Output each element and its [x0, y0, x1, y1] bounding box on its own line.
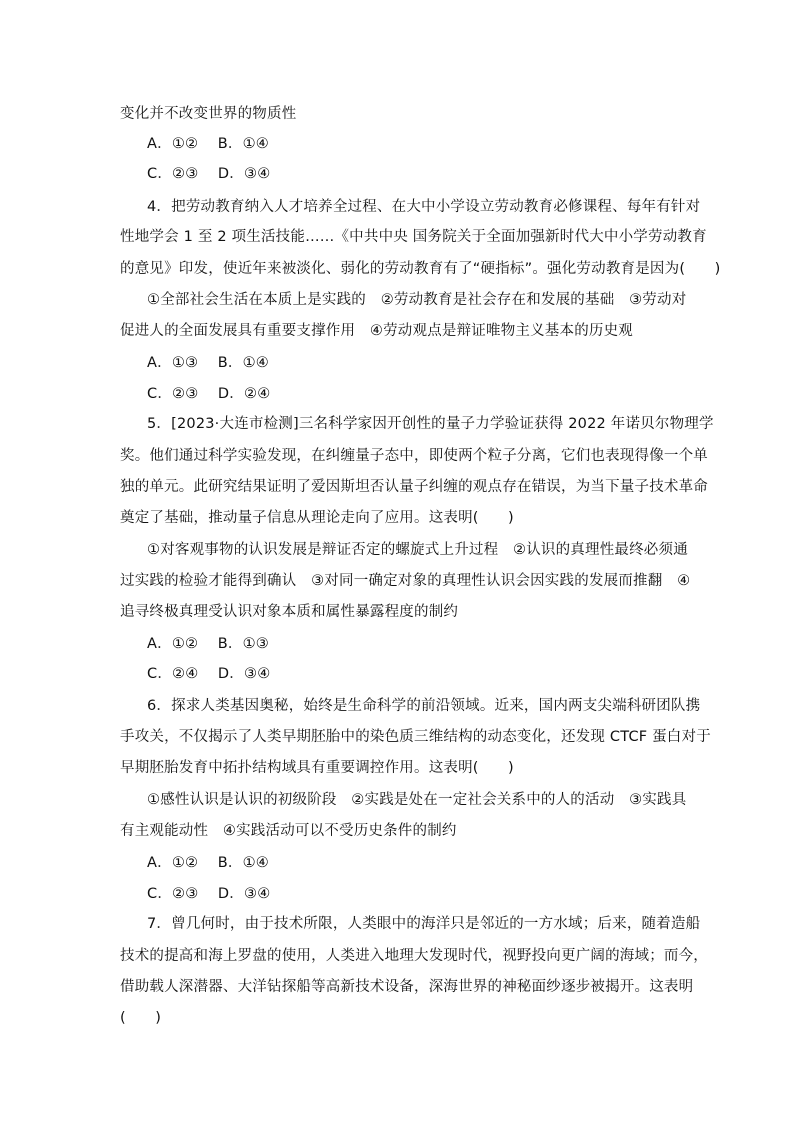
answer-options: C．②④ D．③④ [147, 666, 271, 682]
question-5-statements: ①对客观事物的认识发展是辩证否定的螺旋式上升过程 ②认识的真理性最终必须通 [147, 542, 688, 558]
question-7-text: 借助载人深潜器、大洋钻探船等高新技术设备，深海世界的神秘面纱逐步被揭开。这表明 [120, 979, 694, 995]
answer-options: A．①② B．①④ [147, 855, 269, 871]
question-4-statements: ①全部社会生活在本质上是实践的 ②劳动教育是社会存在和发展的基础 ③劳动对 [147, 292, 687, 308]
question-5-statements: 过实践的检验才能得到确认 ③对同一确定对象的真理性认识会因实践的发展而推翻 ④ [120, 573, 691, 589]
answer-options: C．②③ D．③④ [147, 166, 271, 182]
question-4-statements: 促进人的全面发展具有重要支撑作用 ④劳动观点是辩证唯物主义基本的历史观 [120, 323, 633, 339]
question-4-text: 性地学会 1 至 2 项生活技能……《中共中央 国务院关于全面加强新时代大中小学劳动教育 [120, 229, 707, 245]
answer-options: A．①③ B．①④ [147, 355, 269, 371]
question-6-text: 手攻关，不仅揭示了人类早期胚胎中的染色质三维结构的动态变化，还发现 CTCF 蛋白对于 [120, 729, 711, 745]
text-line: 变化并不改变世界的物质性 [120, 106, 297, 122]
answer-options: A．①② B．①③ [147, 636, 269, 652]
question-7-text: 技术的提高和海上罗盘的使用，人类进入地理大发现时代，视野投向更广阔的海域；而今， [120, 948, 708, 964]
question-5-text: 奖。他们通过科学实验发现，在纠缠量子态中，即使两个粒子分离，它们也表现得像一个单 [120, 448, 708, 464]
answer-options: A．①② B．①④ [147, 136, 269, 152]
answer-options: C．②③ D．③④ [147, 886, 271, 902]
question-5-text: 奠定了基础，推动量子信息从理论走向了应用。这表明( ) [120, 510, 514, 526]
question-5-text: 5．[2023·大连市检测]三名科学家因开创性的量子力学验证获得 2022 年诺贝尔物理学 [147, 416, 714, 432]
question-4-text: 4．把劳动教育纳入人才培养全过程、在大中小学设立劳动教育必修课程、每年有针对 [147, 199, 701, 215]
question-5-statements: 追寻终极真理受认识对象本质和属性暴露程度的制约 [120, 604, 459, 620]
question-7-text: ( ) [120, 1010, 162, 1026]
question-6-text: 6．探求人类基因奥秘，始终是生命科学的前沿领域。近来，国内两支尖端科研团队携 [147, 698, 701, 714]
question-7-text: 7．曾几何时，由于技术所限，人类眼中的海洋只是邻近的一方水域；后来，随着造船 [147, 916, 701, 932]
answer-options: C．②③ D．②④ [147, 386, 271, 402]
question-5-text: 独的单元。此研究结果证明了爱因斯坦否认量子纠缠的观点存在错误，为当下量子技术革命 [120, 479, 708, 495]
question-4-text: 的意见》印发，使近年来被淡化、弱化的劳动教育有了“硬指标”。强化劳动教育是因为( ) [120, 261, 721, 277]
question-6-text: 早期胚胎发育中拓扑结构域具有重要调控作用。这表明( ) [120, 760, 514, 776]
question-6-statements: 有主观能动性 ④实践活动可以不受历史条件的制约 [120, 823, 457, 839]
question-6-statements: ①感性认识是认识的初级阶段 ②实践是处在一定社会关系中的人的活动 ③实践具 [147, 792, 687, 808]
